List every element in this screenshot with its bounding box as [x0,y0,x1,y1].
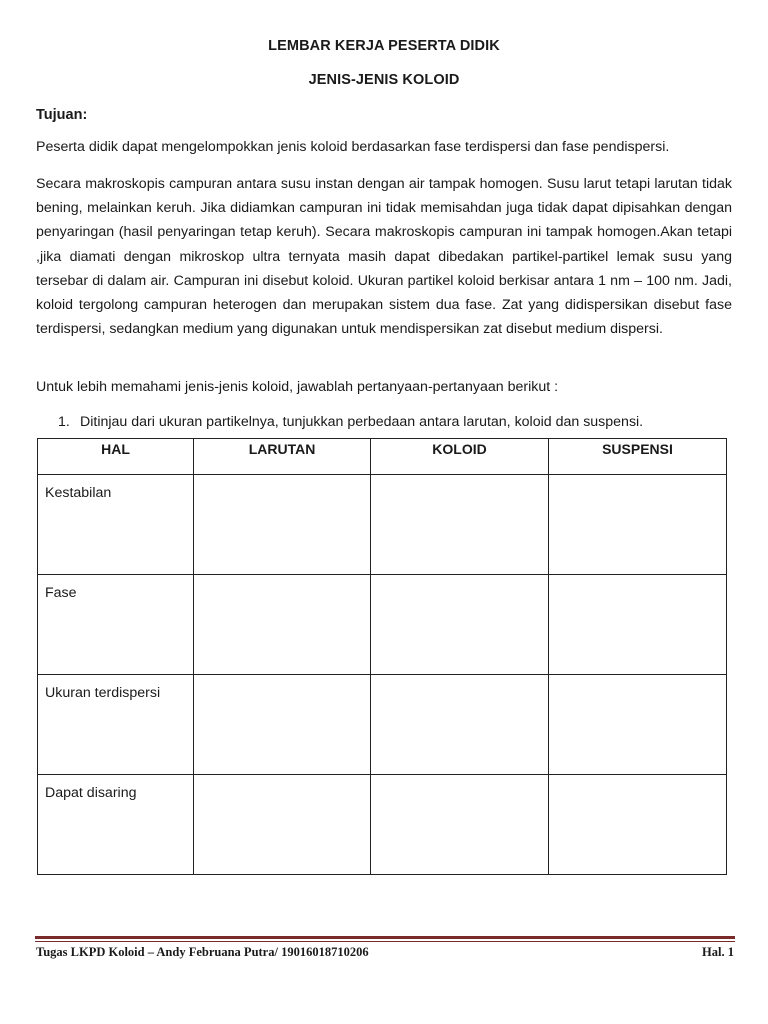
row-label-ukuran: Ukuran terdispersi [38,675,194,775]
answer-cell-disaring-koloid[interactable] [371,775,549,875]
footer-rule-thin [35,941,735,942]
row-label-kestabilan: Kestabilan [38,475,194,575]
answer-cell-ukuran-larutan[interactable] [194,675,371,775]
objective-text: Peserta didik dapat mengelompokkan jenis koloid berdasarkan fase terdispersi dan fase pendispersi. [36,139,670,155]
answer-cell-kestabilan-koloid[interactable] [371,475,549,575]
objective-heading: Tujuan: [36,107,88,123]
page-number: Hal. 1 [702,945,734,959]
document-subtitle: JENIS-JENIS KOLOID [308,72,460,88]
answer-cell-fase-koloid[interactable] [371,575,549,675]
answer-cell-disaring-larutan[interactable] [194,775,371,875]
table-row [38,675,727,775]
question-1 [58,414,643,430]
table-row [38,475,727,575]
footer-credit: Tugas LKPD Koloid – Andy Februana Putra/ 19016018710206 [36,945,369,959]
header-suspensi: SUSPENSI [549,439,727,475]
row-label-fase: Fase [38,575,194,675]
document-title: LEMBAR KERJA PESERTA DIDIK [268,38,500,54]
header-hal: HAL [38,439,194,475]
answer-cell-fase-larutan[interactable] [194,575,371,675]
header-larutan: LARUTAN [194,439,371,475]
instruction-text: Untuk lebih memahami jenis-jenis koloid, jawablah pertanyaan-pertanyaan berikut : [36,379,559,395]
question-text: Ditinjau dari ukuran partikelnya, tunjukkan perbedaan antara larutan, koloid dan suspensi. [80,414,644,430]
answer-cell-kestabilan-larutan[interactable] [194,475,371,575]
intro-paragraph: Secara makroskopis campuran antara susu instan dengan air tampak homogen. Susu larut tetapi larutan tidak bening, melainkan keruh. Jika didiamkan campuran ini tidak memisahdan juga tidak dapat dipisahkan dengan penyaringan (hasil penyaringan tetap keruh). Secara makroskopis campuran ini tampak homogen.Akan tetapi ,jika diamati dengan mikroskop ultra ternyata masih dapat dibedakan partikel-partikel lemak susu yang tersebar di dalam air. Campuran ini disebut koloid. Ukuran partikel koloid berkisar antara 1 nm – 100 nm. Jadi, koloid tergolong campuran heterogen dan merupakan sistem dua fase. Zat yang didispersikan disebut fase terdispersi, sedangkan medium yang digunakan untuk mendispersikan zat disebut medium dispersi. [36,176,732,338]
answer-cell-ukuran-suspensi[interactable] [549,675,727,775]
row-label-disaring: Dapat disaring [38,775,194,875]
question-number: 1. [58,414,70,430]
answer-cell-fase-suspensi[interactable] [549,575,727,675]
answer-cell-ukuran-koloid[interactable] [371,675,549,775]
table-row [38,775,727,875]
table-row [38,575,727,675]
table-header-row [38,439,727,475]
footer-rule [35,936,735,939]
comparison-table [37,438,727,875]
header-koloid: KOLOID [371,439,549,475]
answer-cell-kestabilan-suspensi[interactable] [549,475,727,575]
answer-cell-disaring-suspensi[interactable] [549,775,727,875]
